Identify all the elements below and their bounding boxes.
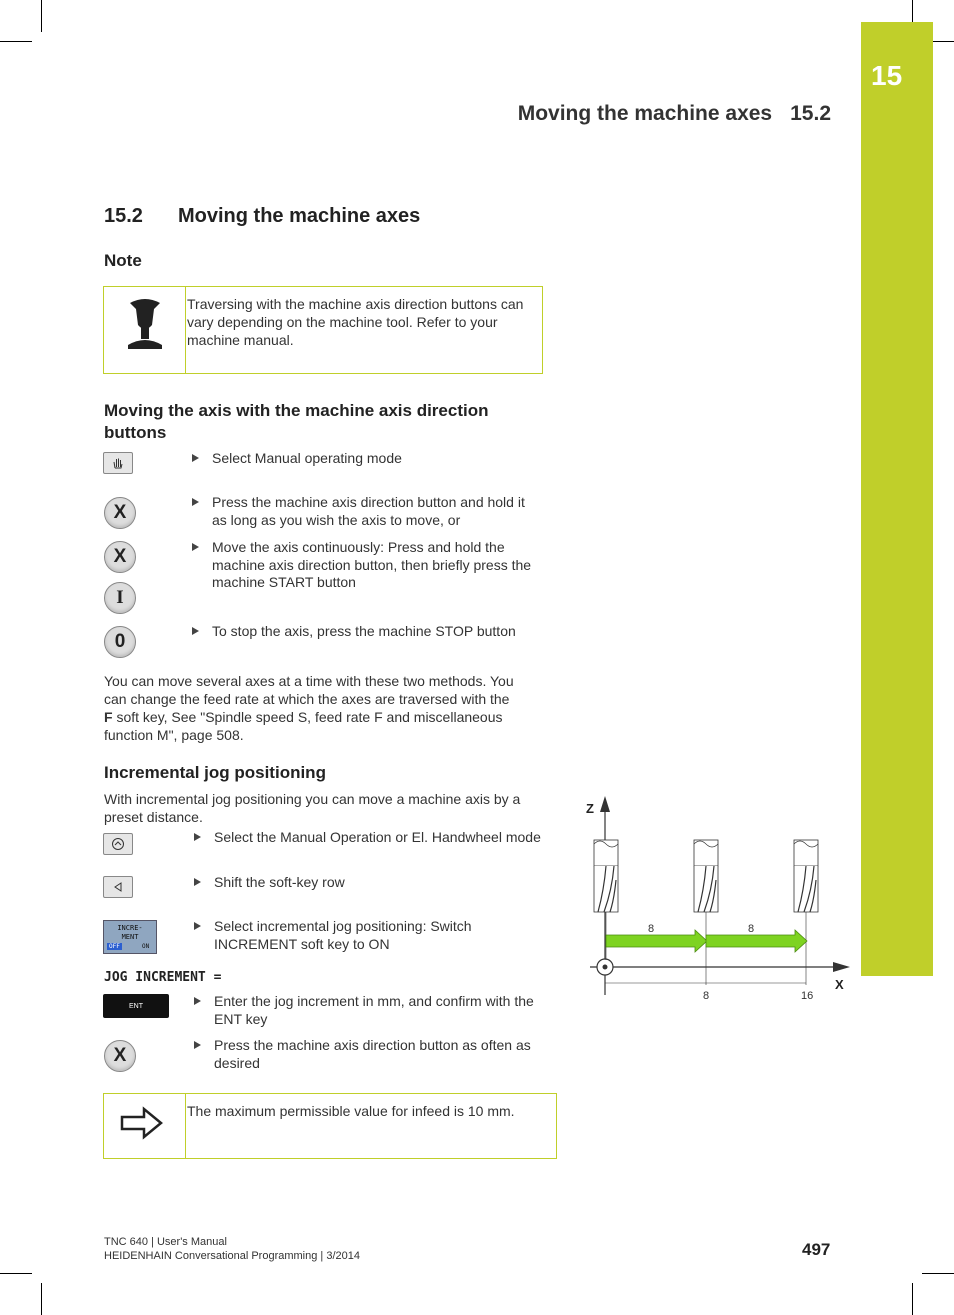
crop-mark (0, 1273, 32, 1274)
origin-dot (603, 965, 608, 970)
crop-mark (41, 0, 42, 32)
running-header-section: 15.2 (790, 102, 831, 125)
softkey-label (104, 924, 156, 942)
axis-buttons-heading: Moving the axis with the machine axis direction buttons (104, 401, 489, 442)
step-press-repeat (194, 1037, 549, 1072)
paragraph-line: can change the feed rate at which the axes are traversed with the (104, 691, 510, 707)
paragraph-line: function M", page 508. (104, 727, 244, 743)
bullet-arrow-icon (194, 922, 201, 930)
softkey-on: ON (142, 943, 150, 950)
softkey-line: MENT (121, 933, 139, 941)
chapter-number: 15 (871, 60, 903, 91)
step-text: To stop the axis, press the machine STOP button (212, 623, 516, 639)
step-text: Shift the soft-key row (214, 874, 345, 890)
handwheel-mode-key[interactable] (103, 833, 133, 855)
handwheel-icon (111, 837, 125, 851)
increment-arrow (706, 930, 807, 952)
note-text: Traversing with the machine axis direction buttons can vary depending on the machine tool. Refer to your machine manual. (187, 296, 524, 348)
bullet-arrow-icon (194, 878, 201, 886)
z-axis-label: Z (586, 801, 594, 816)
arrow-right-icon (120, 1106, 164, 1140)
step-select-handwheel (194, 829, 544, 847)
footer-line: TNC 640 | User's Manual (104, 1236, 227, 1248)
bullet-arrow-icon (192, 543, 199, 551)
axis-x-key[interactable]: X (104, 541, 136, 573)
tip-divider (185, 1094, 186, 1158)
milling-tool (694, 840, 718, 912)
milling-tool (794, 840, 818, 912)
softkey-off: OFF (109, 943, 120, 950)
section-title-text: Moving the machine axes (178, 205, 421, 227)
milling-tool (594, 840, 618, 912)
crop-mark (922, 1273, 954, 1274)
jog-increment-label: JOG INCREMENT = (104, 970, 222, 985)
step-continuous (192, 539, 542, 592)
note-heading: Note (104, 251, 142, 270)
bullet-arrow-icon (194, 1041, 201, 1049)
bullet-arrow-icon (192, 454, 199, 462)
step-press-axis (192, 494, 542, 529)
bullet-arrow-icon (192, 627, 199, 635)
step-text: Press the machine axis direction button as often as desired (214, 1037, 531, 1071)
step-text: Select incremental jog positioning: Switch INCREMENT soft key to ON (214, 918, 472, 952)
start-key[interactable]: I (104, 582, 136, 614)
shift-left-icon (112, 881, 124, 893)
incremental-intro: With incremental jog positioning you can move a machine axis by a preset distance. (104, 791, 521, 825)
crop-mark (41, 1283, 42, 1315)
note-box (103, 286, 543, 374)
crop-mark (912, 1283, 913, 1315)
paragraph-bold: F (104, 709, 113, 725)
running-header-title: Moving the machine axes (517, 102, 773, 125)
softkey-line: INCRE- (117, 924, 143, 932)
section-number: 15.2 (104, 205, 143, 227)
axis-x-key[interactable]: X (104, 497, 136, 529)
shift-softkey-row-key[interactable] (103, 876, 133, 898)
arrow-label: 8 (748, 923, 755, 935)
arrow-label: 8 (648, 923, 655, 935)
hand-icon (111, 456, 125, 470)
x-axis-label: X (835, 977, 844, 992)
stop-key[interactable]: 0 (104, 626, 136, 658)
ent-key[interactable]: ENT (103, 994, 169, 1018)
step-increment-on (194, 918, 544, 953)
paragraph-line: You can move several axes at a time with these two methods. You (104, 673, 514, 689)
machine-dependent-icon (124, 297, 166, 353)
page-number: 497 (802, 1240, 831, 1259)
step-text: Press the machine axis direction button and hold it as long as you wish the axis to move, or (212, 494, 525, 528)
tip-text: The maximum permissible value for infeed is 10 mm. (187, 1103, 515, 1119)
crop-mark (0, 41, 32, 42)
section-title (104, 205, 420, 228)
note-divider (185, 287, 186, 373)
manual-mode-key[interactable] (103, 452, 133, 474)
footer (104, 1235, 360, 1263)
incremental-jog-figure (580, 790, 855, 1010)
step-shift-row (194, 874, 544, 892)
dimension-label: 8 (703, 990, 710, 1002)
step-text: Move the axis continuously: Press and hold the machine axis direction button, then briefly press the machine START button (212, 539, 532, 590)
chapter-tab (861, 22, 933, 976)
step-text: Enter the jog increment in mm, and confirm with the ENT key (214, 993, 534, 1027)
bullet-arrow-icon (194, 997, 201, 1005)
step-text: Select the Manual Operation or El. Handwheel mode (214, 829, 541, 845)
z-axis-arrowhead (600, 796, 610, 812)
step-select-manual (192, 450, 542, 468)
x-axis-arrowhead (833, 962, 850, 972)
running-header (518, 102, 831, 126)
step-text: Select Manual operating mode (212, 450, 402, 466)
incremental-heading: Incremental jog positioning (104, 763, 326, 782)
increment-softkey[interactable] (103, 920, 157, 954)
increment-arrow (606, 930, 707, 952)
bullet-arrow-icon (194, 833, 201, 841)
footer-line: HEIDENHAIN Conversational Programming | 3/2014 (104, 1250, 360, 1262)
step-enter-increment (194, 993, 544, 1028)
paragraph-line: soft key, See "Spindle speed S, feed rate F and miscellaneous (112, 709, 503, 725)
dimension-label: 16 (801, 990, 814, 1002)
tip-box (103, 1093, 557, 1159)
step-stop (192, 623, 542, 641)
bullet-arrow-icon (192, 498, 199, 506)
axis-x-key[interactable]: X (104, 1040, 136, 1072)
multi-axis-paragraph (104, 672, 549, 744)
